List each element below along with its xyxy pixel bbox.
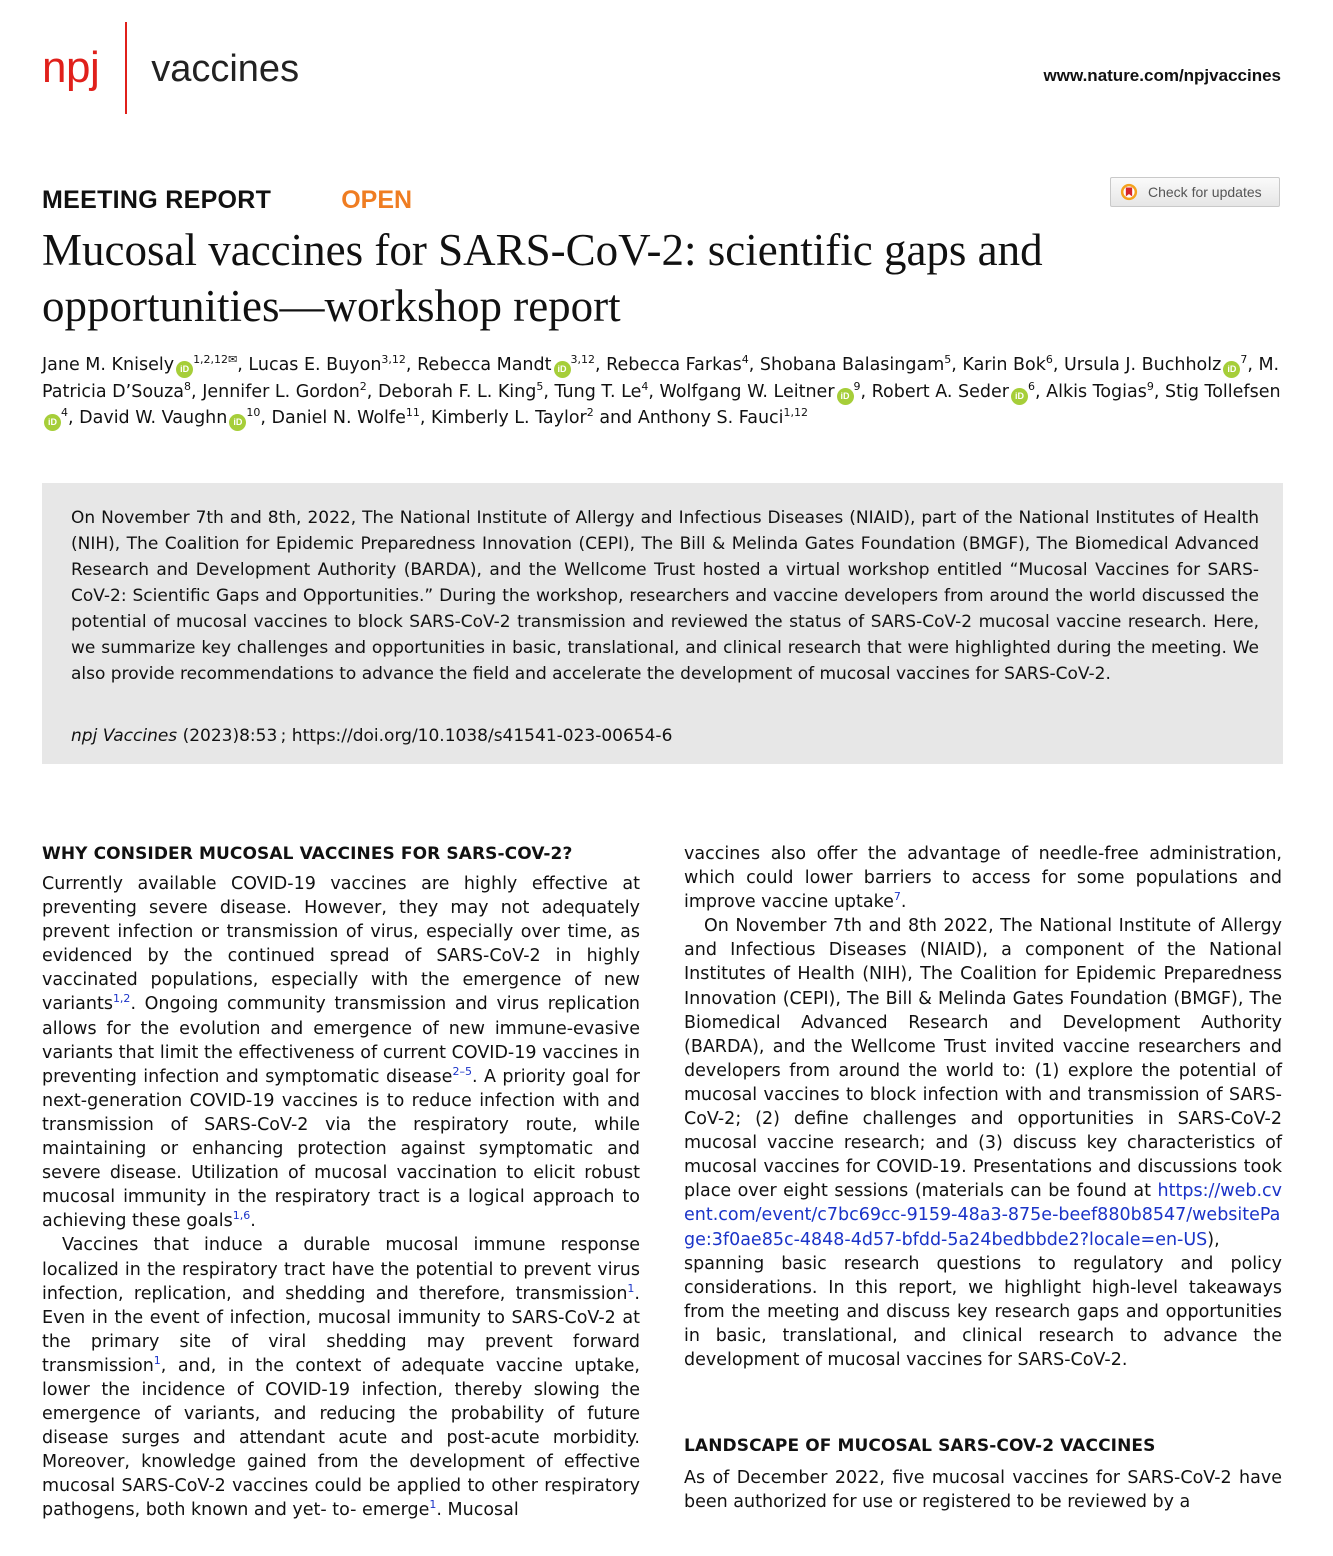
affiliation-numbers[interactable]: 10 [246,406,261,420]
affiliation-numbers[interactable]: 5 [944,353,952,367]
author-separator: , [1247,355,1259,375]
affiliation-numbers[interactable]: 11 [405,406,420,420]
author-separator: , [405,355,418,375]
check-for-updates-button[interactable] [1110,177,1280,207]
text-run: . Ongoing community transmission and virus replication allows for the evolution and emergence of new immune-evasive variants that limit the effectiveness of current COVID-19 vaccines in preventing infection and symptomatic disease [42,994,640,1087]
author-separator: , [1153,381,1165,402]
affiliation-numbers[interactable]: 2 [586,406,594,420]
affiliation-numbers[interactable]: 3,12 [570,353,595,367]
author-name[interactable]: Jennifer L. Gordon [202,381,360,402]
author-separator: , [419,408,431,428]
author-separator: , [68,408,80,428]
author-name[interactable]: David W. Vaughn [79,408,228,428]
affiliation-numbers[interactable]: 4 [61,406,68,420]
author-name[interactable]: Rebecca Farkas [606,355,742,375]
author-name[interactable]: Shobana Balasingam [759,355,945,375]
section-heading-landscape: LANDSCAPE OF MUCOSAL SARS-COV-2 VACCINES [684,1436,1156,1457]
affiliation-numbers[interactable]: 6 [1045,353,1053,367]
reference-link[interactable]: 7 [893,890,901,904]
orcid-id-icon[interactable]: iD [554,361,571,378]
text-run: Currently available COVID-19 vaccines are highly effective at preventing severe disease. However, they may not adequately prevent infection or transmission of virus, especially over time, as evidenced by the continued spread of SARS-CoV-2 in highly vaccinated populations, especially with the emergence of new variants [42,874,640,1015]
body-column-right [684,842,1282,1514]
affiliation-numbers[interactable]: 4 [741,353,749,367]
author-separator: , [366,381,378,402]
affiliation-numbers[interactable]: 2 [359,379,367,393]
body-column-left [42,840,640,1523]
author-separator: , [237,355,249,375]
paragraph [42,1233,640,1522]
author-name[interactable]: Ursula J. Buchholz [1064,355,1222,375]
reference-link[interactable]: 1 [429,1498,437,1512]
affiliation-numbers[interactable]: 8 [184,379,192,393]
crossmark-icon [1120,183,1138,201]
affiliation-numbers[interactable]: 1,2,12 [193,353,229,367]
text-run: . A priority goal for next-generation COVID-19 vaccines is to reduce infection with and transmission of SARS-CoV-2 via the respiratory route, while maintaining or enhancing protection against symptomatic and severe disease. Utilization of mucosal vaccination to elicit robust mucosal immunity in the respiratory tract is a logical approach to achieving these goals [42,1066,640,1232]
affiliation-numbers[interactable]: 9 [1146,379,1154,393]
author-name[interactable]: Jane M. Knisely [42,355,175,375]
journal-url[interactable]: www.nature.com/npjvaccines [1043,66,1281,85]
affiliation-numbers[interactable]: 7 [1240,353,1248,367]
open-access-label: OPEN [341,186,413,214]
journal-masthead [42,22,299,114]
paragraph [42,872,640,1233]
npj-logo: npj [42,43,100,92]
citation-line [71,726,672,746]
affiliation-numbers[interactable]: 3,12 [381,353,406,367]
author-name[interactable]: Stig Tollefsen [1165,381,1281,402]
orcid-id-icon[interactable]: iD [1011,388,1028,405]
orcid-id-icon[interactable]: iD [837,388,854,405]
text-run: On November 7th and 8th 2022, The National Institute of Allergy and Infectious Diseases (NIAID), a component of the National Institutes of Health (NIH), The Coalition for Epidemic Preparedness Innovation (CEPI), The Bill & Melinda Gates Foundation (BMGF), The Biomedical Advanced Research and Development Authority (BARDA), and the Wellcome Trust invited vaccine researchers and developers from around the world to: (1) explore the potential of mucosal vaccines to block infection with and transmission of SARS-CoV-2; (2) define challenges and opportunities in SARS-CoV-2 mucosal vaccine research; and (3) discuss key characteristics of mucosal vaccines for COVID-19. Presentations and discussions took place over eight sessions (materials can be found at [684,916,1282,1202]
text-run: . Mucosal [436,1500,519,1521]
author-separator: , [191,381,203,402]
author-separator: , [543,381,555,402]
abstract-text: On November 7th and 8th, 2022, The National Institute of Allergy and Infectious Diseases (NIAID), part of the National Institutes of Health (NIH), The Coalition for Epidemic Preparedness Innovation (CEPI), The Bill & Melinda Gates Foundation (BMGF), The Biomedical Advanced Research and Development Authority (BARDA), and the Wellcome Trust hosted a virtual workshop entitled “Mucosal Vaccines for SARS-CoV-2: Scientific Gaps and Opportunities.” During the workshop, researchers and vaccine developers from around the world discussed the potential of mucosal vaccines to block SARS-CoV-2 transmission and reviewed the status of SARS-CoV-2 mucosal vaccine research. Here, we summarize key challenges and opportunities in basic, translational, and clinical research that were highlighted during the meeting. We also provide recommendations to advance the field and accelerate the development of mucosal vaccines for SARS-CoV-2. [71,508,1259,684]
abstract-panel [42,483,1283,764]
reference-link[interactable]: 1,6 [232,1209,251,1223]
author-name[interactable]: Anthony S. Fauci [637,408,784,428]
article-title: Mucosal vaccines for SARS-CoV-2: scientific gaps and opportunities—workshop report [42,225,1043,331]
citation-journal: npj Vaccines [71,726,178,746]
author-separator: , [748,355,760,375]
masthead-divider [125,22,127,114]
reference-link[interactable]: 1 [627,1281,635,1295]
journal-name: vaccines [151,48,300,90]
paragraph: As of December 2022, five mucosal vaccines for SARS-CoV-2 have been authorized for use or registered to be reviewed by a [684,1468,1282,1513]
text-run: ), spanning basic research questions to regulatory and policy considerations. In this report, we highlight high-level takeaways from the meeting and discuss key research gaps and opportunities in basic, translational, and clinical research to advance the development of mucosal vaccines for SARS-CoV-2. [684,1229,1282,1370]
article-type: MEETING REPORT [42,186,272,214]
author-name[interactable]: Lucas E. Buyon [248,355,382,375]
author-separator: , [1034,381,1047,402]
text-run: Vaccines that induce a durable mucosal immune response localized in the respiratory tract have the potential to prevent virus infection, replication, and shedding and therefore, transmission [42,1235,640,1304]
author-separator: , [595,355,607,375]
section-heading-why-mucosal: WHY CONSIDER MUCOSAL VACCINES FOR SARS-COV-2? [42,844,573,864]
reference-link[interactable]: 2–5 [452,1064,472,1078]
author-list [42,352,1292,432]
citation-details[interactable]: (2023)8:53 ; https://doi.org/10.1038/s41541-023-00654-6 [177,726,673,746]
author-name[interactable]: M. Patricia D’Souza [42,355,1280,402]
workshop-materials-link[interactable]: https://web.cvent.com/event/c7bc69cc-9159-48a3-875e-beef880b8547/websitePage:3f0ae85c-4848-4d57-bfdd-5a24bedbbde2?locale=en-US [684,1181,1282,1250]
author-name[interactable]: Kimberly L. Taylor [431,408,587,428]
author-separator: , [860,381,872,402]
paragraph [684,842,1282,914]
affiliation-numbers[interactable]: 9 [853,379,861,393]
author-name[interactable]: Deborah F. L. King [377,381,537,402]
text-run: vaccines also offer the advantage of needle-free administration, which could lower barriers to access for some populations and improve vaccine uptake [684,844,1282,913]
author-name[interactable]: Daniel N. Wolfe [271,408,406,428]
author-separator: , [951,355,963,375]
check-for-updates-label: Check for updates [1148,184,1262,200]
reference-link[interactable]: 1,2 [112,992,131,1006]
affiliation-numbers[interactable]: 4 [641,379,649,393]
author-separator: , [1052,355,1064,375]
author-name[interactable]: Rebecca Mandt [417,355,552,375]
text-run: . [900,892,907,913]
affiliation-numbers[interactable]: 6 [1027,379,1035,393]
author-separator: and [593,408,638,428]
affiliation-numbers[interactable]: 5 [536,379,544,393]
article-type-row [42,186,412,215]
author-name[interactable]: Karin Bok [962,355,1046,375]
author-separator: , [260,408,272,428]
reference-link[interactable]: 1 [153,1354,161,1368]
text-run: . Even in the event of infection, mucosal immunity to SARS-CoV-2 at the primary site of viral shedding may prevent forward transmission [42,1283,640,1376]
author-separator: , [648,381,660,402]
paragraph [684,914,1282,1372]
affiliation-numbers[interactable]: 1,12 [783,406,809,420]
envelope-icon[interactable]: ✉ [228,353,238,367]
author-name[interactable]: Wolfgang W. Leitner [659,381,835,402]
orcid-id-icon[interactable]: iD [229,414,246,431]
author-name[interactable]: Robert A. Seder [871,381,1009,402]
text-run: , and, in the context of adequate vaccine uptake, lower the incidence of COVID-19 infection, thereby slowing the emergence of variants, and reducing the probability of future disease surges and attendant acute and post-acute morbidity. Moreover, knowledge gained from the development of effective mucosal SARS-CoV-2 vaccines could be applied to other respiratory pathogens, both known and yet- to- emerge [42,1355,640,1521]
orcid-id-icon[interactable]: iD [44,414,61,431]
orcid-id-icon[interactable]: iD [176,361,193,378]
text-run: . [250,1211,256,1232]
orcid-id-icon[interactable]: iD [1223,361,1240,378]
author-name[interactable]: Alkis Togias [1046,381,1147,402]
author-name[interactable]: Tung T. Le [554,381,642,402]
